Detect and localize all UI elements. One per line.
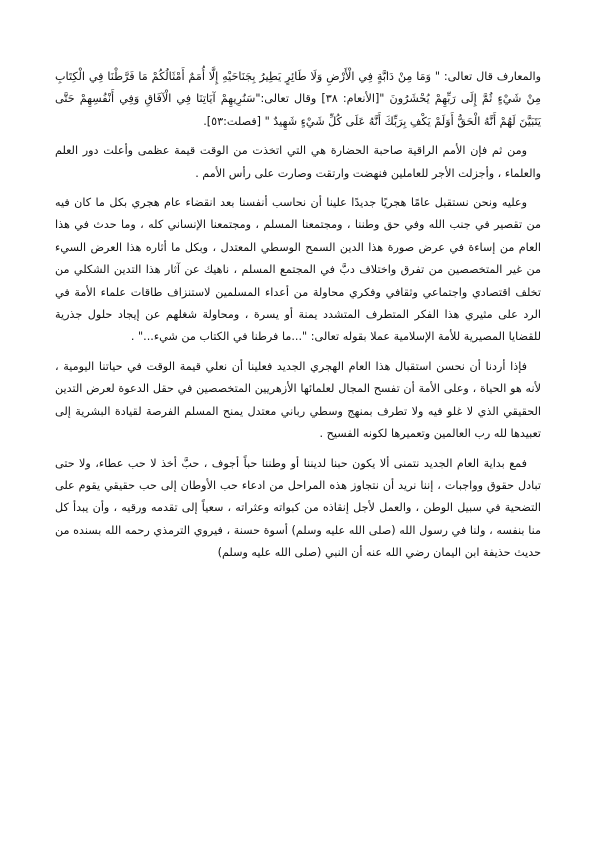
paragraph-new-hijri-year: وعليه ونحن نستقبل عامًا هجريًا جديدًا علينا أن نحاسب أنفسنا بعد انقضاء عام هجري بكل ما كان فيه من تقصير في جنب الله وفي حق وطننا ، ومجتمعنا المسلم ، ومجتمعنا الإنساني كله ، وما حدث في هذا العام من إساءة في عرض صورة هذا الدين السمح الوسطي المعتدل ، وبكل ما أثاره هذا العرض السيء من غير المتخصصين من تفرق واختلاف دبَّ في المجتمع المسلم ، ناهيك عن آثار هذا التدين الشكلي من تخلف اقتصادي واجتماعي وثقافي وفكري محاولة من أعداء المسلمين لاستنزاف طاقات علماء الأمة في الرد على مثيري هذا الفكر المتطرف المتشدد يمنة أو يسرة ، ومحاولة شغلهم عن إيجاد حلول جذرية للقضايا المصيرية للأمة الإسلامية عملا بقوله تعالى: "...ما فرطنا في الكتاب من شيء..." . — [55, 196, 541, 344]
document-page — [55, 66, 541, 572]
paragraph-value-of-time: فإذا أردنا أن نحسن استقبال هذا العام الهجري الجديد فعلينا أن نعلي قيمة الوقت في حياتنا اليومية ، لأنه هو الحياة ، وعلى الأمة أن تفسح المجال لعلمائها الأزهريين المتخصصين في حقل الدعوة لعرض التدين الحقيقي الذي لا غلو فيه ولا تطرف بمنهج وسطي رباني معتدل يمنح المسلم الفرصة لقيادة البشرية إلى تعبيدها لله رب العالمين وتعميرها لكونه الفسيح . — [55, 359, 541, 441]
paragraph-quran-verses: والمعارف قال تعالى: " وَمَا مِنْ دَابَّةٍ فِي الْأَرْضِ وَلَا طَائِرٍ يَطِيرُ بِجَنَاحَيْهِ إِلَّا أُمَمٌ أَمْثَالُكُمْ مَا فَرَّطْنَا فِي الْكِتَابِ مِنْ شَيْءٍ ثُمَّ إِلَى رَبِّهِمْ يُحْشَرُونَ "[الأنعام: ٣٨] وقال تعالى:"سَنُرِيهِمْ آيَاتِنَا فِي الْآفَاقِ وَفِي أَنْفُسِهِمْ حَتَّى يَتَبَيَّنَ لَهُمْ أَنَّهُ الْحَقُّ أَوَلَمْ يَكْفِ بِرَبِّكَ أَنَّهُ عَلَى كُلِّ شَيْءٍ شَهِيدٌ " [فصلت:٥٣]. — [55, 70, 541, 128]
paragraph-advanced-nations: ومن ثم فإن الأمم الراقية صاحبة الحضارة هي التي اتخذت من الوقت قيمة عظمى وأعلت دور العلم والعلماء ، وأجزلت الأجر للعاملين فنهضت وارتقت وصارت على رأس الأمم . — [55, 144, 541, 180]
paragraph-love-of-homeland: فمع بداية العام الجديد نتمنى ألا يكون حبنا لديننا أو وطننا حباً أجوف ، حبَّ أخذ لا حب عطاء، ولا حتى تبادل حقوق وواجبات ، إننا نريد أن نتجاوز هذه المراحل من ادعاء حب الأوطان إلى حب حقيقي يقوم على التضحية في سبيل الوطن ، والعمل لأجل إنقاذه من كبواته وعثراته ، سعياً إلى تقدمه ورقيه ، وأن يبدأ كل منا بنفسه ، ولنا في رسول الله (صلى الله عليه وسلم) أسوة حسنة ، فيروي الترمذي رحمه الله بسنده من حديث حذيفة ابن اليمان رضي الله عنه أن النبي (صلى الله عليه وسلم) — [55, 456, 541, 560]
